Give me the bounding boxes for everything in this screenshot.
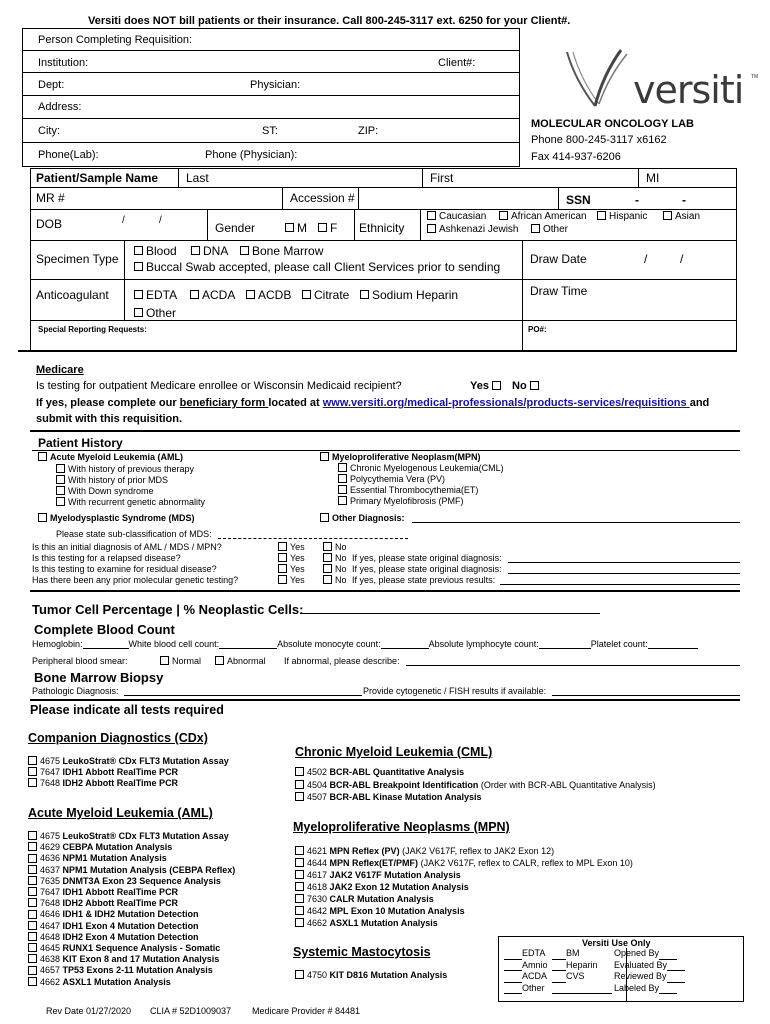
checkbox-icon [323, 564, 332, 573]
checkbox-icon [191, 246, 200, 255]
checkbox-icon [246, 290, 255, 299]
dob-slash-2: / [159, 215, 162, 226]
eth-ashkenazi-checkbox[interactable]: Ashkenazi Jewish [427, 224, 518, 235]
question-followup-input[interactable] [508, 573, 740, 574]
gender-m-checkbox[interactable]: M [285, 221, 307, 235]
mpn-history-item[interactable]: Primary Myelofibrosis (PMF) [338, 496, 464, 506]
mpn-history-item[interactable]: Essential Thrombocythemia(ET) [338, 485, 478, 495]
lymphocyte-input[interactable] [539, 648, 591, 649]
tumor-cell-input[interactable] [300, 613, 600, 614]
smear-normal-checkbox[interactable]: Normal [160, 656, 201, 666]
aml-history-checkbox[interactable]: Acute Myeloid Leukemia (AML) [38, 452, 183, 462]
top-notice: Versiti does NOT bill patients or their insurance. Call 800-245-3117 ext. 6250 for your Client#. [88, 15, 571, 27]
checkbox-icon [134, 262, 143, 271]
mpn-history-checkbox[interactable]: Myeloproliferative Neoplasm(MPN) [320, 452, 481, 462]
question-yes-checkbox[interactable]: Yes [278, 564, 305, 574]
test-item-checkbox[interactable]: 4645 RUNX1 Sequence Analysis - Somatic [28, 943, 235, 954]
checkbox-icon [427, 224, 436, 233]
tests-header: Please indicate all tests required [30, 703, 224, 717]
checkbox-icon [38, 452, 47, 461]
test-item-checkbox[interactable]: 4675 LeukoStrat® CDx FLT3 Mutation Assay [28, 756, 229, 766]
checkbox-icon [285, 223, 294, 232]
mpn-tests-list [295, 845, 633, 929]
patient-history-title: Patient History [38, 436, 123, 450]
checkbox-icon [323, 553, 332, 562]
checkbox-icon [56, 497, 65, 506]
mpn-history-item[interactable]: Polycythemia Vera (PV) [338, 474, 445, 484]
checkbox-icon [318, 223, 327, 232]
test-item-checkbox[interactable]: 7647 IDH1 Abbott RealTime PCR [28, 767, 178, 777]
checkbox-icon [28, 831, 37, 840]
checkbox-icon [278, 542, 287, 551]
test-item-checkbox[interactable]: 4507 BCR-ABL Kinase Mutation Analysis [295, 792, 482, 802]
office-blank[interactable] [552, 993, 612, 994]
question-followup-input[interactable] [500, 584, 740, 585]
checkbox-icon [295, 767, 304, 776]
ac-acda-checkbox[interactable]: ACDA [190, 288, 235, 302]
dob-slash-1: / [122, 215, 125, 226]
footer-medicare-provider: Medicare Provider # 84481 [252, 1006, 361, 1016]
test-item-checkbox[interactable]: 4675 LeukoStrat® CDx FLT3 Mutation Assay [28, 831, 235, 842]
office-use-row: ACDA CVS Reviewed By [504, 971, 685, 983]
checkbox-icon [38, 513, 47, 522]
physician-field[interactable]: Physician: [250, 79, 301, 91]
checkbox-icon [492, 381, 501, 390]
gender-label: Gender [215, 221, 256, 235]
wbc-input[interactable] [219, 648, 277, 649]
sm-tests-title: Systemic Mastocytosis [293, 945, 431, 959]
test-item-checkbox[interactable]: 4642 MPL Exon 10 Mutation Analysis [295, 905, 633, 917]
office-blank[interactable] [659, 993, 677, 994]
checkbox-icon [134, 290, 143, 299]
checkbox-icon [278, 564, 287, 573]
checkbox-icon [28, 876, 37, 885]
checkbox-icon [295, 846, 304, 855]
question-followup-input[interactable] [508, 562, 740, 563]
question-yes-checkbox[interactable]: Yes [278, 575, 305, 585]
question-no-checkbox[interactable]: No [323, 542, 347, 552]
versiti-wordmark: versiti [633, 68, 744, 112]
ac-other-checkbox[interactable]: Other [134, 306, 176, 320]
ac-edta-checkbox[interactable]: EDTA [134, 288, 177, 302]
aml-history-item[interactable]: With history of prior MDS [56, 475, 168, 485]
dept-field[interactable]: Dept: [38, 79, 65, 91]
spec-buccal-checkbox[interactable]: Buccal Swab accepted, please call Client Services prior to sending [134, 260, 500, 274]
question-no-checkbox[interactable]: No [323, 575, 347, 585]
draw-date-slash-1: / [644, 252, 648, 266]
office-use-row: EDTA BM Opened By [504, 948, 685, 960]
platelet-input[interactable] [648, 648, 698, 649]
office-blank[interactable] [504, 993, 522, 994]
checkbox-icon [338, 496, 347, 505]
checkbox-icon [56, 486, 65, 495]
test-item-checkbox[interactable]: 4504 BCR-ABL Breakpoint Identification (Order with BCR-ABL Quantitative Analysis) [295, 780, 656, 790]
test-item-checkbox[interactable]: 7630 CALR Mutation Analysis [295, 893, 633, 905]
ssn-field[interactable]: SSN [566, 193, 591, 207]
cml-tests-title: Chronic Myeloid Leukemia (CML) [295, 745, 493, 759]
ssn-dash-2: - [682, 193, 686, 207]
gender-f-checkbox[interactable]: F [318, 221, 337, 235]
smear-describe-label: If abnormal, please describe: [284, 656, 400, 666]
history-question: Is this testing to examine for residual disease? [32, 564, 217, 574]
state-field[interactable]: ST: [262, 125, 278, 137]
cbc-fields: Hemoglobin: White blood cell count: Absolute monocyte count: Absolute lymphocyte count: Platelet count: [32, 639, 698, 649]
checkbox-icon [295, 858, 304, 867]
medicare-no-checkbox[interactable]: No [512, 380, 542, 392]
checkbox-icon [28, 767, 37, 776]
mpn-tests-title: Myeloproliferative Neoplasms (MPN) [293, 820, 510, 834]
lab-fax: Fax 414-937-6206 [531, 151, 621, 163]
eth-african-checkbox[interactable]: African American [499, 211, 587, 222]
checkbox-icon [295, 906, 304, 915]
beneficiary-form-link[interactable]: beneficiary form [179, 397, 269, 409]
cyto-label: Provide cytogenetic / FISH results if available: [363, 686, 547, 696]
mds-subclass-input[interactable] [218, 538, 408, 539]
checkbox-icon [295, 894, 304, 903]
medicare-instructions: If yes, please complete our beneficiary form located at www.versiti.org/medical-professionals/products-services/requisitions and [36, 397, 710, 409]
specimen-type-label: Specimen Type [36, 252, 119, 266]
office-use-rows [504, 948, 685, 994]
question-followup-label: If yes, please state previous results: [352, 575, 496, 585]
phone-physician-field[interactable]: Phone (Physician): [205, 149, 298, 161]
city-field[interactable]: City: [38, 125, 60, 137]
spec-dna-checkbox[interactable]: DNA [191, 244, 228, 258]
draw-time-field[interactable]: Draw Time [530, 284, 588, 298]
test-item-checkbox[interactable]: 4637 NPM1 Mutation Analysis (CEBPA Reflex) [28, 865, 235, 876]
test-item-checkbox[interactable]: 4657 TP53 Exons 2-11 Mutation Analysis [28, 965, 235, 976]
draw-date-slash-2: / [680, 252, 684, 266]
history-question: Has there been any prior molecular genetic testing? [32, 575, 239, 585]
tumor-cell-label: Tumor Cell Percentage | % Neoplastic Cells: [32, 602, 304, 617]
checkbox-icon [295, 792, 304, 801]
draw-date-field[interactable]: Draw Date [530, 252, 587, 266]
checkbox-icon [160, 656, 169, 665]
checkbox-icon [278, 575, 287, 584]
test-item-checkbox[interactable]: 4638 KIT Exon 8 and 17 Mutation Analysis [28, 954, 235, 965]
anticoagulant-label: Anticoagulant [36, 288, 109, 302]
footer-clia: CLIA # 52D1009037 [150, 1006, 232, 1016]
checkbox-icon [338, 463, 347, 472]
test-item-checkbox[interactable]: 4629 CEBPA Mutation Analysis [28, 842, 235, 853]
mds-history-checkbox[interactable]: Myelodysplastic Syndrome (MDS) [38, 513, 195, 523]
question-no-checkbox[interactable]: No [323, 564, 347, 574]
test-item-checkbox[interactable]: 7648 IDH2 Abbott RealTime PCR [28, 778, 178, 788]
medicare-submit-line: submit with this requisition. [36, 413, 183, 425]
question-followup-label: If yes, please state original diagnosis: [352, 564, 502, 574]
test-item-checkbox[interactable]: 4662 ASXL1 Mutation Analysis [28, 977, 235, 988]
ac-heparin-checkbox[interactable]: Sodium Heparin [360, 288, 458, 302]
aml-history-item[interactable]: With Down syndrome [56, 486, 154, 496]
checkbox-icon [190, 290, 199, 299]
ethnicity-label: Ethnicity [359, 221, 405, 235]
question-yes-checkbox[interactable]: Yes [278, 542, 305, 552]
medicare-question: Is testing for outpatient Medicare enrollee or Wisconsin Medicaid recipient? [36, 380, 402, 392]
ac-acdb-checkbox[interactable]: ACDB [246, 288, 291, 302]
test-item-checkbox[interactable]: 4647 IDH1 Exon 4 Mutation Detection [28, 921, 235, 932]
office-use-row: Other Labeled By [504, 983, 685, 995]
test-item-checkbox[interactable]: 4621 MPN Reflex (PV) (JAK2 V617F, reflex to JAK2 Exon 12) [295, 845, 633, 857]
spec-blood-checkbox[interactable]: Blood [134, 244, 177, 258]
aml-tests-list [28, 831, 235, 988]
mpn-history-item[interactable]: Chronic Myelogenous Leukemia(CML) [338, 463, 504, 473]
checkbox-icon [56, 464, 65, 473]
history-question: Is this testing for a relapsed disease? [32, 553, 181, 563]
requisitions-url-link[interactable]: www.versiti.org/medical-professionals/products-services/requisitions [322, 397, 690, 409]
eth-asian-checkbox[interactable]: Asian [663, 211, 700, 222]
checkbox-icon [215, 656, 224, 665]
client-number-field[interactable]: Client#: [438, 57, 476, 69]
checkbox-icon [28, 954, 37, 963]
other-diagnosis-input[interactable] [412, 522, 740, 523]
checkbox-icon [28, 887, 37, 896]
smear-abnormal-checkbox[interactable]: Abnormal [215, 656, 266, 666]
test-item-checkbox[interactable]: 7635 DNMT3A Exon 23 Sequence Analysis [28, 876, 235, 887]
smear-describe-input[interactable] [406, 665, 740, 666]
test-item-checkbox[interactable]: 7648 IDH2 Abbott RealTime PCR [28, 898, 235, 909]
test-item-checkbox[interactable]: 4750 KIT D816 Mutation Analysis [295, 970, 447, 980]
office-use-row: Amnio Heparin Evaluated By [504, 960, 685, 972]
test-item-checkbox[interactable]: 4646 IDH1 & IDH2 Mutation Detection [28, 909, 235, 920]
checkbox-icon [338, 485, 347, 494]
path-dx-input[interactable] [124, 695, 362, 696]
checkbox-icon [499, 211, 508, 220]
requisition-box [22, 28, 520, 167]
cdx-title: Companion Diagnostics (CDx) [28, 731, 208, 745]
other-diagnosis-checkbox[interactable]: Other Diagnosis: [320, 513, 405, 523]
aml-history-item[interactable]: With history of previous therapy [56, 464, 194, 474]
institution-field[interactable]: Institution: [38, 57, 89, 69]
person-completing-field[interactable]: Person Completing Requisition: [38, 34, 193, 46]
checkbox-icon [28, 910, 37, 919]
middle-initial-field[interactable]: MI [646, 171, 660, 185]
cyto-input[interactable] [552, 695, 740, 696]
test-item-checkbox[interactable]: 4617 JAK2 V617F Mutation Analysis [295, 869, 633, 881]
test-item-checkbox[interactable]: 4618 JAK2 Exon 12 Mutation Analysis [295, 881, 633, 893]
phone-lab-field[interactable]: Phone(Lab): [38, 149, 99, 161]
question-followup-label: If yes, please state original diagnosis: [352, 553, 502, 563]
path-dx-label: Pathologic Diagnosis: [32, 686, 119, 696]
checkbox-icon [320, 452, 329, 461]
checkbox-icon [240, 246, 249, 255]
checkbox-icon [320, 513, 329, 522]
checkbox-icon [278, 553, 287, 562]
checkbox-icon [28, 865, 37, 874]
versiti-logo [555, 40, 759, 112]
office-use-title: Versiti Use Only [582, 938, 651, 948]
checkbox-icon [531, 224, 540, 233]
test-item-checkbox[interactable]: 4648 IDH2 Exon 4 Mutation Detection [28, 932, 235, 943]
checkbox-icon [427, 211, 436, 220]
question-no-checkbox[interactable]: No [323, 553, 347, 563]
special-reporting-field[interactable]: Special Reporting Requests: [38, 325, 147, 334]
footer-rev-date: Rev Date 01/27/2020 [46, 1006, 132, 1016]
po-number-field[interactable]: PO#: [528, 325, 547, 334]
checkbox-icon [28, 756, 37, 765]
first-name-field[interactable]: First [430, 171, 454, 185]
checkbox-icon [295, 918, 304, 927]
checkbox-icon [28, 921, 37, 930]
eth-other-checkbox[interactable]: Other [531, 224, 568, 235]
checkbox-icon [28, 932, 37, 941]
checkbox-icon [134, 308, 143, 317]
aml-history-item[interactable]: With recurrent genetic abnormality [56, 497, 205, 507]
checkbox-icon [28, 898, 37, 907]
smear-label: Peripheral blood smear: [32, 656, 128, 666]
test-item-checkbox[interactable]: 7647 IDH1 Abbott RealTime PCR [28, 887, 235, 898]
lab-phone: Phone 800-245-3117 x6162 [531, 134, 667, 146]
lab-name: MOLECULAR ONCOLOGY LAB [531, 118, 694, 130]
history-question: Is this an initial diagnosis of AML / MDS / MPN? [32, 542, 222, 552]
checkbox-icon [323, 575, 332, 584]
eth-hispanic-checkbox[interactable]: Hispanic [597, 211, 647, 222]
checkbox-icon [295, 870, 304, 879]
spec-bone-marrow-checkbox[interactable]: Bone Marrow [240, 244, 323, 258]
cbc-title: Complete Blood Count [34, 622, 175, 637]
trademark: TM [751, 74, 759, 80]
checkbox-icon [323, 542, 332, 551]
eth-caucasian-checkbox[interactable]: Caucasian [427, 211, 486, 222]
checkbox-icon [28, 943, 37, 952]
last-name-field[interactable]: Last [186, 171, 209, 185]
checkbox-icon [28, 854, 37, 863]
checkbox-icon [663, 211, 672, 220]
medicare-title: Medicare [36, 364, 84, 376]
checkbox-icon [134, 246, 143, 255]
bm-title: Bone Marrow Biopsy [34, 670, 164, 685]
address-field[interactable]: Address: [38, 101, 82, 113]
checkbox-icon [28, 778, 37, 787]
test-item-checkbox[interactable]: 4502 BCR-ABL Quantitative Analysis [295, 767, 464, 777]
mds-subclass-label: Please state sub-classification of MDS: [56, 529, 212, 539]
hemoglobin-input[interactable] [83, 648, 129, 649]
checkbox-icon [360, 290, 369, 299]
ac-citrate-checkbox[interactable]: Citrate [302, 288, 349, 302]
test-item-checkbox[interactable]: 4662 ASXL1 Mutation Analysis [295, 917, 633, 929]
checkbox-icon [530, 381, 539, 390]
checkbox-icon [295, 780, 304, 789]
medicare-yes-checkbox[interactable]: Yes [470, 380, 504, 392]
checkbox-icon [597, 211, 606, 220]
question-yes-checkbox[interactable]: Yes [278, 553, 305, 563]
checkbox-icon [28, 977, 37, 986]
dob-field[interactable]: DOB [36, 217, 63, 231]
accession-number-field[interactable]: Accession # [290, 191, 355, 205]
aml-tests-title: Acute Myeloid Leukemia (AML) [28, 806, 213, 820]
monocyte-input[interactable] [381, 648, 429, 649]
checkbox-icon [302, 290, 311, 299]
checkbox-icon [56, 475, 65, 484]
checkbox-icon [295, 970, 304, 979]
ssn-dash-1: - [635, 193, 639, 207]
checkbox-icon [28, 966, 37, 975]
checkbox-icon [28, 842, 37, 851]
checkbox-icon [295, 882, 304, 891]
test-item-checkbox[interactable]: 4636 NPM1 Mutation Analysis [28, 853, 235, 864]
mr-number-field[interactable]: MR # [36, 191, 65, 205]
test-item-checkbox[interactable]: 4644 MPN Reflex(ET/PMF) (JAK2 V617F, reflex to CALR, reflex to MPL Exon 10) [295, 857, 633, 869]
zip-field[interactable]: ZIP: [358, 125, 379, 137]
checkbox-icon [338, 474, 347, 483]
patient-name-label: Patient/Sample Name [36, 171, 159, 185]
